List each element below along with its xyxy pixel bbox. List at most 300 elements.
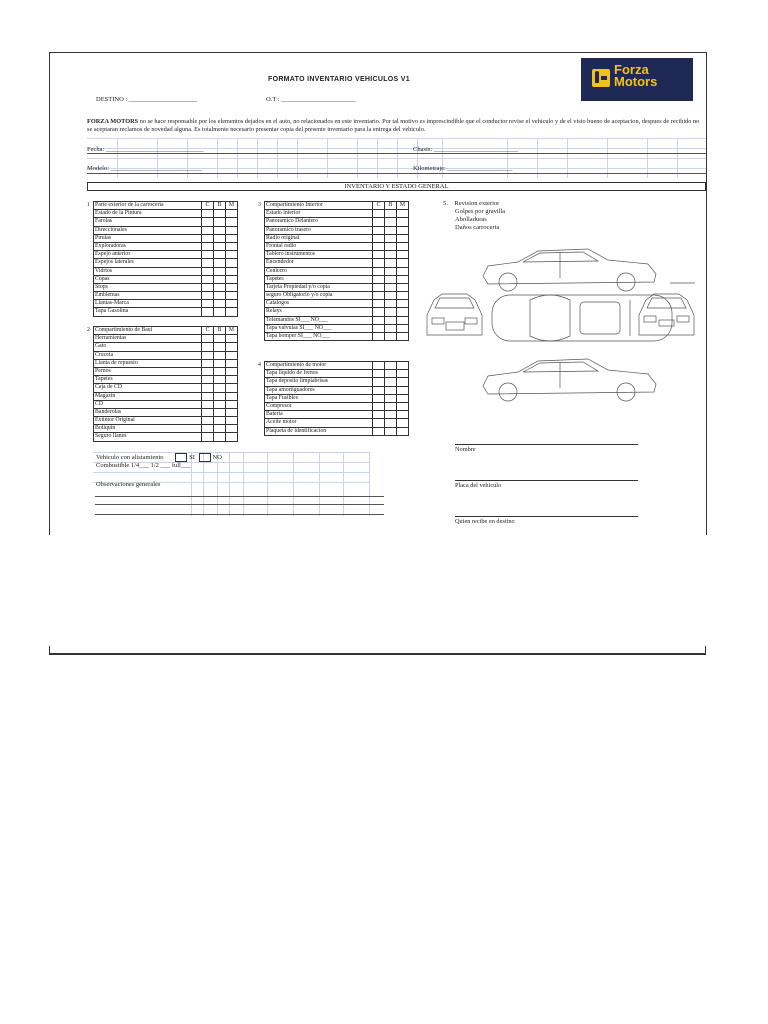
no-label: NO xyxy=(212,453,222,461)
check-m[interactable] xyxy=(397,402,409,410)
item-label: Herramientas xyxy=(94,335,202,343)
check-c[interactable] xyxy=(373,324,385,332)
item-label: Tapa amortiguadores xyxy=(265,386,373,394)
checklist-row xyxy=(87,210,238,218)
item-label: seguro Obligatorio y/o copia xyxy=(265,292,373,300)
item-label: Cruceta xyxy=(94,351,202,359)
check-c[interactable] xyxy=(202,218,214,226)
check-c[interactable] xyxy=(202,408,214,416)
group-title: Compartimiento de motor xyxy=(265,362,373,370)
placa-line[interactable] xyxy=(455,480,638,481)
check-c[interactable] xyxy=(202,417,214,425)
brand-name xyxy=(614,64,657,88)
check-c[interactable] xyxy=(202,259,214,267)
check-c[interactable] xyxy=(202,335,214,343)
check-c[interactable] xyxy=(202,400,214,408)
revision-number: 5. xyxy=(443,200,448,207)
check-c[interactable] xyxy=(202,376,214,384)
check-b[interactable] xyxy=(214,218,226,226)
check-b[interactable] xyxy=(385,333,397,341)
revision-title-text: Revision exterior xyxy=(454,200,500,207)
check-b[interactable] xyxy=(385,259,397,267)
checklist-row xyxy=(87,425,238,433)
item-label: Pirulas xyxy=(94,234,202,242)
check-m[interactable] xyxy=(226,275,238,283)
item-label: Vidrios xyxy=(94,267,202,275)
group-number: 4 xyxy=(258,361,261,368)
check-m[interactable] xyxy=(397,386,409,394)
section-header xyxy=(87,182,706,191)
checklist-row xyxy=(87,292,238,300)
check-b[interactable] xyxy=(385,378,397,386)
col-b: B xyxy=(214,202,226,210)
checklist-row xyxy=(258,333,409,341)
checklist-header-row xyxy=(87,202,238,210)
col-c: C xyxy=(373,202,385,210)
check-c[interactable] xyxy=(202,226,214,234)
check-m[interactable] xyxy=(397,308,409,316)
check-m[interactable] xyxy=(397,218,409,226)
check-c[interactable] xyxy=(202,425,214,433)
check-c[interactable] xyxy=(202,234,214,242)
check-c[interactable] xyxy=(202,308,214,316)
item-label: Farolas xyxy=(94,218,202,226)
check-b[interactable] xyxy=(214,259,226,267)
check-m[interactable] xyxy=(226,226,238,234)
check-m[interactable] xyxy=(397,333,409,341)
item-label: Magazin xyxy=(94,392,202,400)
check-m[interactable] xyxy=(397,370,409,378)
check-c[interactable] xyxy=(373,218,385,226)
item-label: CD xyxy=(94,400,202,408)
revision-item: Daños carroceria xyxy=(455,224,500,231)
check-m[interactable] xyxy=(226,335,238,343)
alistamiento-label: Vehiculo con alistamiento xyxy=(96,453,164,461)
checklist-row xyxy=(258,308,409,316)
checklist-row xyxy=(87,408,238,416)
check-c[interactable] xyxy=(373,427,385,435)
check-m[interactable] xyxy=(226,359,238,367)
revision-title xyxy=(443,200,505,208)
check-b[interactable] xyxy=(214,242,226,250)
check-b[interactable] xyxy=(214,234,226,242)
item-label: Tarjeta Propiedad y/o copia xyxy=(265,283,373,291)
item-label: Cenicero xyxy=(265,267,373,275)
checklist-row xyxy=(87,392,238,400)
brand-name-line1: Forza xyxy=(614,62,649,77)
fecha-field[interactable]: Fecha: ______________________________ xyxy=(87,146,204,153)
check-b[interactable] xyxy=(214,226,226,234)
check-b[interactable] xyxy=(385,316,397,324)
check-c[interactable] xyxy=(202,283,214,291)
kilometraje-field[interactable]: Kilometraje: ____________________ xyxy=(413,165,513,172)
car-side-view-left xyxy=(483,359,656,401)
item-label: Tapa Gasolina xyxy=(94,308,202,316)
checklist-row xyxy=(87,226,238,234)
check-b[interactable] xyxy=(214,376,226,384)
check-b[interactable] xyxy=(385,242,397,250)
check-c[interactable] xyxy=(373,259,385,267)
checklist-row xyxy=(258,226,409,234)
check-c[interactable] xyxy=(373,300,385,308)
check-b[interactable] xyxy=(385,324,397,332)
item-label: Tapa liquido de frenos xyxy=(265,370,373,378)
group-number: 2 xyxy=(87,326,90,333)
nombre-line[interactable] xyxy=(455,444,638,445)
check-m[interactable] xyxy=(397,378,409,386)
checklist-row xyxy=(87,351,238,359)
check-b[interactable] xyxy=(385,292,397,300)
form-title: FORMATO INVENTARIO VEHICULOS V1 xyxy=(268,76,410,83)
item-label: Espejos laterales xyxy=(94,259,202,267)
item-label: Gato xyxy=(94,343,202,351)
item-label: Tapa valvulas SI___ NO___ xyxy=(265,324,373,332)
checklist-row xyxy=(258,292,409,300)
check-m[interactable] xyxy=(226,417,238,425)
check-b[interactable] xyxy=(385,218,397,226)
check-c[interactable] xyxy=(202,367,214,375)
item-label: Botiquin xyxy=(94,425,202,433)
check-m[interactable] xyxy=(397,427,409,435)
check-m[interactable] xyxy=(226,234,238,242)
check-b[interactable] xyxy=(385,251,397,259)
check-b[interactable] xyxy=(214,400,226,408)
check-b[interactable] xyxy=(214,433,226,441)
observaciones-label: Observaciones generales xyxy=(96,481,161,488)
item-label: Compresor xyxy=(265,402,373,410)
check-m[interactable] xyxy=(397,275,409,283)
check-c[interactable] xyxy=(202,267,214,275)
item-label: Telemandos SI___ NO___ xyxy=(265,316,373,324)
check-m[interactable] xyxy=(226,392,238,400)
destino-field[interactable]: DESTINO : _____________________ xyxy=(96,96,198,103)
check-c[interactable] xyxy=(373,378,385,386)
check-m[interactable] xyxy=(397,234,409,242)
check-c[interactable] xyxy=(202,210,214,218)
checklist-row xyxy=(87,275,238,283)
checklist-row xyxy=(258,324,409,332)
check-c[interactable] xyxy=(373,226,385,234)
item-label: Frontal radio xyxy=(265,242,373,250)
check-c[interactable] xyxy=(373,419,385,427)
group-number: 1 xyxy=(87,201,90,208)
item-label: Panoramico Delantero xyxy=(265,218,373,226)
chasis-field[interactable]: Chasis: __________________________ xyxy=(413,146,519,153)
checklist-row xyxy=(258,251,409,259)
check-c[interactable] xyxy=(373,275,385,283)
check-b[interactable] xyxy=(214,308,226,316)
check-b[interactable] xyxy=(214,210,226,218)
modelo-field[interactable]: Modelo: ____________________________ xyxy=(87,165,202,172)
item-label: Encendedor xyxy=(265,259,373,267)
check-c[interactable] xyxy=(373,210,385,218)
check-m[interactable] xyxy=(226,343,238,351)
check-c[interactable] xyxy=(373,333,385,341)
check-m[interactable] xyxy=(397,259,409,267)
item-label: Stops xyxy=(94,283,202,291)
check-b[interactable] xyxy=(214,335,226,343)
check-m[interactable] xyxy=(226,408,238,416)
check-b[interactable] xyxy=(385,362,397,370)
disclaimer-company: FORZA MOTORS xyxy=(87,118,139,125)
check-c[interactable] xyxy=(373,283,385,291)
check-b[interactable] xyxy=(214,408,226,416)
check-m[interactable] xyxy=(397,267,409,275)
check-m[interactable] xyxy=(397,210,409,218)
group-title: Compartimiento Interior xyxy=(265,202,373,210)
checklist-row xyxy=(87,376,238,384)
check-b[interactable] xyxy=(214,300,226,308)
check-b[interactable] xyxy=(385,283,397,291)
check-b[interactable] xyxy=(214,292,226,300)
check-b[interactable] xyxy=(214,251,226,259)
check-b[interactable] xyxy=(385,234,397,242)
revision-item: Golpes por gravilla xyxy=(455,208,506,215)
col-m: M xyxy=(397,202,409,210)
check-m[interactable] xyxy=(226,300,238,308)
form-border-left xyxy=(49,52,50,535)
checklist-row xyxy=(258,234,409,242)
checklist-row xyxy=(87,267,238,275)
check-c[interactable] xyxy=(373,370,385,378)
check-c[interactable] xyxy=(202,275,214,283)
check-c[interactable] xyxy=(373,267,385,275)
check-m[interactable] xyxy=(226,292,238,300)
checklist-row xyxy=(87,433,238,441)
brand-name-line2: Motors xyxy=(614,74,658,89)
check-m[interactable] xyxy=(226,251,238,259)
check-m[interactable] xyxy=(226,308,238,316)
disclaimer-text xyxy=(87,118,705,135)
checklist-row xyxy=(258,427,409,435)
col-c: C xyxy=(202,327,214,335)
check-m[interactable] xyxy=(226,425,238,433)
item-label: Radio original xyxy=(265,234,373,242)
check-c[interactable] xyxy=(202,359,214,367)
check-m[interactable] xyxy=(397,362,409,370)
checklist-row xyxy=(87,367,238,375)
item-label: Caja de CD xyxy=(94,384,202,392)
item-label: Estado de la Pintura xyxy=(94,210,202,218)
check-b[interactable] xyxy=(385,267,397,275)
check-b[interactable] xyxy=(385,411,397,419)
check-c[interactable] xyxy=(373,362,385,370)
checklist-row xyxy=(258,419,409,427)
revision-exterior xyxy=(443,200,505,232)
check-m[interactable] xyxy=(397,226,409,234)
check-m[interactable] xyxy=(397,300,409,308)
check-b[interactable] xyxy=(214,384,226,392)
check-c[interactable] xyxy=(373,316,385,324)
checklist-row xyxy=(87,417,238,425)
checklist-row xyxy=(87,335,238,343)
check-b[interactable] xyxy=(214,351,226,359)
checklist-row xyxy=(87,242,238,250)
check-m[interactable] xyxy=(226,283,238,291)
check-b[interactable] xyxy=(385,275,397,283)
group-title: Parte exterior de la carroceria xyxy=(94,202,202,210)
check-c[interactable] xyxy=(373,394,385,402)
check-c[interactable] xyxy=(202,384,214,392)
checklist-row xyxy=(258,210,409,218)
vehicle-damage-diagram[interactable] xyxy=(420,238,706,413)
car-side-view-right xyxy=(483,249,656,291)
item-label: Tapa Fusibles xyxy=(265,394,373,402)
recibe-label: Quien recibe en destino xyxy=(455,518,515,525)
check-c[interactable] xyxy=(202,433,214,441)
check-m[interactable] xyxy=(226,367,238,375)
item-label: Plaqueta de identificacion xyxy=(265,427,373,435)
check-b[interactable] xyxy=(214,343,226,351)
check-c[interactable] xyxy=(202,251,214,259)
checklist-row xyxy=(87,251,238,259)
divider-tick-right xyxy=(705,646,706,654)
check-m[interactable] xyxy=(397,292,409,300)
wrench-car-icon xyxy=(592,69,610,87)
item-label: Tapa bomper SI___ NO___ xyxy=(265,333,373,341)
group-number: 3 xyxy=(258,201,261,208)
check-b[interactable] xyxy=(385,300,397,308)
check-b[interactable] xyxy=(385,394,397,402)
checklist-row xyxy=(87,308,238,316)
item-label: Relays xyxy=(265,308,373,316)
check-b[interactable] xyxy=(385,419,397,427)
check-m[interactable] xyxy=(226,351,238,359)
car-front-view xyxy=(427,294,482,335)
ot-field[interactable]: O.T : _______________________ xyxy=(266,96,356,103)
check-m[interactable] xyxy=(226,259,238,267)
checklist-header-row xyxy=(87,327,238,335)
check-m[interactable] xyxy=(226,218,238,226)
col-m: M xyxy=(226,202,238,210)
check-b[interactable] xyxy=(385,210,397,218)
item-label: Tapetes xyxy=(265,275,373,283)
recibe-line[interactable] xyxy=(455,516,638,517)
check-m[interactable] xyxy=(397,419,409,427)
combustible-field[interactable]: Combustible 1/4___ 1/2 ___ full___ xyxy=(96,462,191,469)
item-label: Banderolas xyxy=(94,408,202,416)
check-m[interactable] xyxy=(226,376,238,384)
checklist-row xyxy=(258,394,409,402)
check-b[interactable] xyxy=(214,359,226,367)
si-label: SI xyxy=(189,453,195,461)
item-label: Estado interior xyxy=(265,210,373,218)
item-label: Emblemas xyxy=(94,292,202,300)
checklist-row xyxy=(258,386,409,394)
checklist-row xyxy=(258,242,409,250)
checklist-row xyxy=(258,378,409,386)
check-m[interactable] xyxy=(226,433,238,441)
check-b[interactable] xyxy=(214,417,226,425)
checklist-row xyxy=(87,259,238,267)
check-c[interactable] xyxy=(202,292,214,300)
form-border-top xyxy=(49,52,706,53)
item-label: Panoramico trasero xyxy=(265,226,373,234)
checklist-row xyxy=(87,359,238,367)
check-m[interactable] xyxy=(226,267,238,275)
checklist-row xyxy=(87,343,238,351)
check-m[interactable] xyxy=(397,324,409,332)
item-label: Seguro llanes xyxy=(94,433,202,441)
check-b[interactable] xyxy=(214,367,226,375)
check-b[interactable] xyxy=(214,267,226,275)
check-c[interactable] xyxy=(373,234,385,242)
checklist-row xyxy=(258,218,409,226)
disclaimer-body: no se hace responsable por los elementos dejados en el auto, no relacionados en este inventario. Por tal motivo es imprescindible que el conductor revise el vehiculo y de el visto bueno de aceptacion, despues de recibido no se aceptaran reclamos de novedad alguna. Es totalmente necesario presentar copia del presente inventario para la entrega del vehiculo. xyxy=(87,118,700,134)
alistamiento-no-checkbox[interactable] xyxy=(199,453,211,462)
check-c[interactable] xyxy=(202,300,214,308)
check-c[interactable] xyxy=(373,308,385,316)
check-m[interactable] xyxy=(397,251,409,259)
checklist-header-row xyxy=(258,202,409,210)
check-m[interactable] xyxy=(397,242,409,250)
check-m[interactable] xyxy=(226,384,238,392)
item-label: Tablero instrumentos xyxy=(265,251,373,259)
check-c[interactable] xyxy=(373,292,385,300)
check-c[interactable] xyxy=(373,242,385,250)
check-c[interactable] xyxy=(202,392,214,400)
checklist-exterior xyxy=(87,201,238,317)
check-m[interactable] xyxy=(397,316,409,324)
check-b[interactable] xyxy=(385,402,397,410)
checklist-row xyxy=(258,402,409,410)
item-label: Aceite motor xyxy=(265,419,373,427)
check-b[interactable] xyxy=(385,226,397,234)
check-m[interactable] xyxy=(397,411,409,419)
check-m[interactable] xyxy=(226,400,238,408)
checklist-row xyxy=(258,316,409,324)
checklist-row xyxy=(87,400,238,408)
check-c[interactable] xyxy=(202,351,214,359)
col-b: B xyxy=(214,327,226,335)
check-b[interactable] xyxy=(385,370,397,378)
check-c[interactable] xyxy=(373,251,385,259)
check-b[interactable] xyxy=(214,275,226,283)
alistamiento-row xyxy=(96,453,222,462)
item-label: Direccionales xyxy=(94,226,202,234)
item-label: Catalogos xyxy=(265,300,373,308)
check-c[interactable] xyxy=(373,402,385,410)
checklist-header-row xyxy=(258,362,409,370)
revision-item: Abolladuras xyxy=(455,216,487,223)
check-c[interactable] xyxy=(373,411,385,419)
check-m[interactable] xyxy=(226,242,238,250)
check-c[interactable] xyxy=(202,242,214,250)
check-m[interactable] xyxy=(397,283,409,291)
check-b[interactable] xyxy=(214,392,226,400)
page-divider xyxy=(49,653,706,655)
check-b[interactable] xyxy=(385,386,397,394)
check-m[interactable] xyxy=(397,394,409,402)
check-b[interactable] xyxy=(214,283,226,291)
check-b[interactable] xyxy=(385,308,397,316)
check-b[interactable] xyxy=(385,427,397,435)
col-b: B xyxy=(385,202,397,210)
group-title: Compartimiento de Baul xyxy=(94,327,202,335)
check-m[interactable] xyxy=(226,210,238,218)
checklist-row xyxy=(258,283,409,291)
check-c[interactable] xyxy=(202,343,214,351)
alistamiento-si-checkbox[interactable] xyxy=(175,453,187,462)
item-label: Espejo anterior xyxy=(94,251,202,259)
check-c[interactable] xyxy=(373,386,385,394)
item-label: Llanta de repuesto xyxy=(94,359,202,367)
check-b[interactable] xyxy=(214,425,226,433)
checklist-row xyxy=(258,275,409,283)
checklist-row xyxy=(258,267,409,275)
item-label: Copas xyxy=(94,275,202,283)
item-label: Pernos xyxy=(94,367,202,375)
